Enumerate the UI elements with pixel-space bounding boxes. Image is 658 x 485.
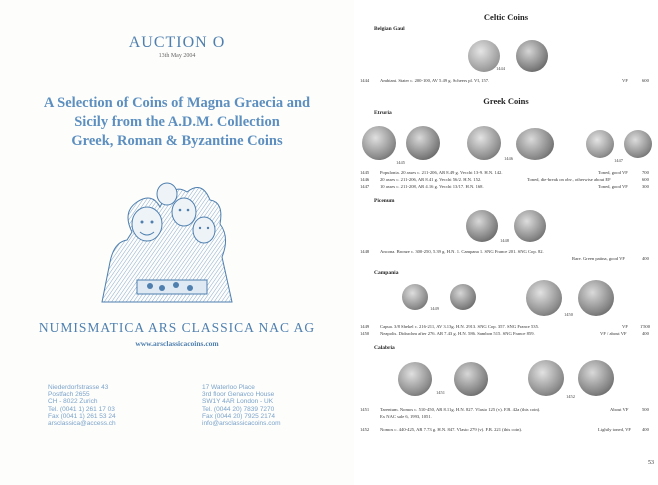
lot-description: Populonia. 20 asses c. 211-206, AR 8.49 g. Vecchi 13-9. H.N. 142. [380,170,503,175]
page-number: 53 [648,460,654,466]
coin-photo-obverse [398,362,432,396]
cover-title-line: Greek, Roman & Byzantine Coins [71,133,283,149]
lot-number: 1450 [360,331,370,336]
lot-grade: VF [622,324,628,329]
section-heading-greek: Greek Coins [483,96,529,106]
coin-label: 1444 [496,66,505,71]
coin-photo-obverse [466,210,498,242]
cover-title-line: A Selection of Coins of Magna Graecia and [43,95,311,111]
lot-description: Ancona. Bronze c. 300-250, 5.39 g. H.N. 1. Campana 1. SNG France 201. SNG Cop. 82. [380,249,544,254]
lot-grade: Lightly toned, VF [598,427,631,432]
coin-photo-obverse [586,130,614,158]
lot-description: Neapolis. Didrachm after 276. AR 7.43 g. H.N. 586. Sambon 515. SNG France 859. [380,331,535,336]
lot-provenance-text: Ex NAC sale 6, 1993, 1051. [380,414,432,419]
lot-grade: Toned, good VF [598,184,628,189]
address-line: 17 Waterloo Place [202,384,255,391]
cover-title [10,94,344,151]
address-line: CH - 8022 Zurich [48,398,98,406]
address-line: Fax (0044 20) 7925 2174 [202,412,275,420]
coin-photo-obverse [528,360,564,396]
catalog-page [354,0,658,485]
lot-description: 20 asses c. 211-206, AR 8.41 g. Vecchi 56/2. H.N. 152. [380,177,482,182]
coin-label: 1452 [566,394,575,399]
lot-grade: Toned, good VF [598,170,628,175]
address-line: Postfach 2655 [48,391,90,399]
section-heading-celtic: Celtic Coins [483,12,529,22]
website-link[interactable]: www.arsclassicacoins.com [135,339,219,348]
lot-description: Tarentum. Nomos c. 510-450, AR 8.11g. H.N. 827. Vlasto 125 (v). F.B. 42a (this coin). [380,407,541,412]
lot-description: 10 asses c. 211-208, AR 4.16 g. Vecchi 13/17. H.N. 168. [380,184,484,189]
coin-label: 1451 [436,390,445,395]
cover-title-line: Sicily from the A.D.M. Collection [74,114,280,130]
coin-photo-reverse [514,210,546,242]
coin-label: 1446 [504,156,513,161]
coin-photo-reverse [578,360,614,396]
lot-number: 1452 [360,427,370,432]
coin-photo-reverse [624,130,652,158]
lot-estimate: 400 [642,427,649,432]
lot-number: 1447 [360,184,370,189]
lot-grade: Rare. Green patina, good VF [572,256,625,261]
lot-description: Ambiani. Stater c. 200-100, AV 5.49 g. Scheers pl. VI, 157. [380,78,490,83]
coin-photo-obverse [362,126,396,160]
coin-photo-reverse [516,128,554,160]
lot-estimate: 700 [642,170,649,175]
auction-name: AUCTION O [128,34,226,51]
lot-estimate: 500 [642,407,649,412]
lot-number: 1448 [360,249,370,254]
region-heading-belgian: Belgian Gaul [374,26,405,32]
region-heading-calabria: Calabria [374,345,395,351]
coin-label: 1447 [614,158,623,163]
address-london [202,384,281,427]
coin-photo-obverse [467,126,501,160]
coin-label: 1448 [500,238,509,243]
address-line: 3rd floor Genavco House [202,391,275,399]
coin-label: 1450 [564,312,573,317]
lot-number: 1446 [360,177,370,182]
coin-label: 1445 [396,160,405,165]
address-zurich [48,384,116,427]
coin-photo-reverse [450,284,476,310]
address-line: Tel. (0044 20) 7839 7270 [202,405,275,413]
address-line: Niederdorfstrasse 43 [48,384,109,391]
lot-description: Nomos c. 440-425, AR 7.73 g. H.N. 847. Vlasto 279 (v). F.B. 221 (this coin). [380,427,523,432]
coin-photo-reverse [454,362,488,396]
lot-estimate: 600 [642,78,649,83]
auction-house-name: NUMISMATICA ARS CLASSICA NAC AG [38,320,316,335]
address-line: Tel. (0041 1) 261 17 03 [48,405,115,413]
lot-number: 1445 [360,170,370,175]
lot-description: Capua. 3/8 Shekel c. 216-211, AV 3.13g. H.N. 2913. SNG Cop. 357. SNG France 535. [380,324,540,329]
cover-etching-image [92,162,242,312]
lot-number: 1449 [360,324,370,329]
lot-estimate: 400 [642,331,649,336]
lot-estimate: 400 [642,256,649,261]
lot-number: 1451 [360,407,370,412]
lot-estimate: 1'500 [640,324,651,329]
coin-photo-obverse [402,284,428,310]
coin-photo-reverse [406,126,440,160]
coin-photo-reverse [516,40,548,72]
lot-grade: VF [622,78,628,83]
region-heading-etruria: Etruria [374,110,392,116]
address-line: Fax (0041 1) 261 53 24 [48,412,116,420]
lot-grade: About VF [610,407,629,412]
lot-number: 1444 [360,78,370,83]
coin-photo-obverse [526,280,562,316]
lot-grade: VF / about VF [600,331,627,336]
coin-label: 1449 [430,306,439,311]
region-heading-picenum: Picenum [374,198,395,204]
lot-grade: Toned, die-break on obv., otherwise about EF [527,177,611,182]
lot-estimate: 600 [642,177,649,182]
address-line: SW1Y 4AR London - UK [202,398,274,406]
lot-estimate: 300 [642,184,649,189]
region-heading-campania: Campania [374,270,399,276]
auction-date: 13th May 2004 [158,53,196,59]
address-line: arsclassica@access.ch [48,420,116,428]
coin-photo-reverse [578,280,614,316]
address-line: info@arsclassicacoins.com [202,420,281,428]
